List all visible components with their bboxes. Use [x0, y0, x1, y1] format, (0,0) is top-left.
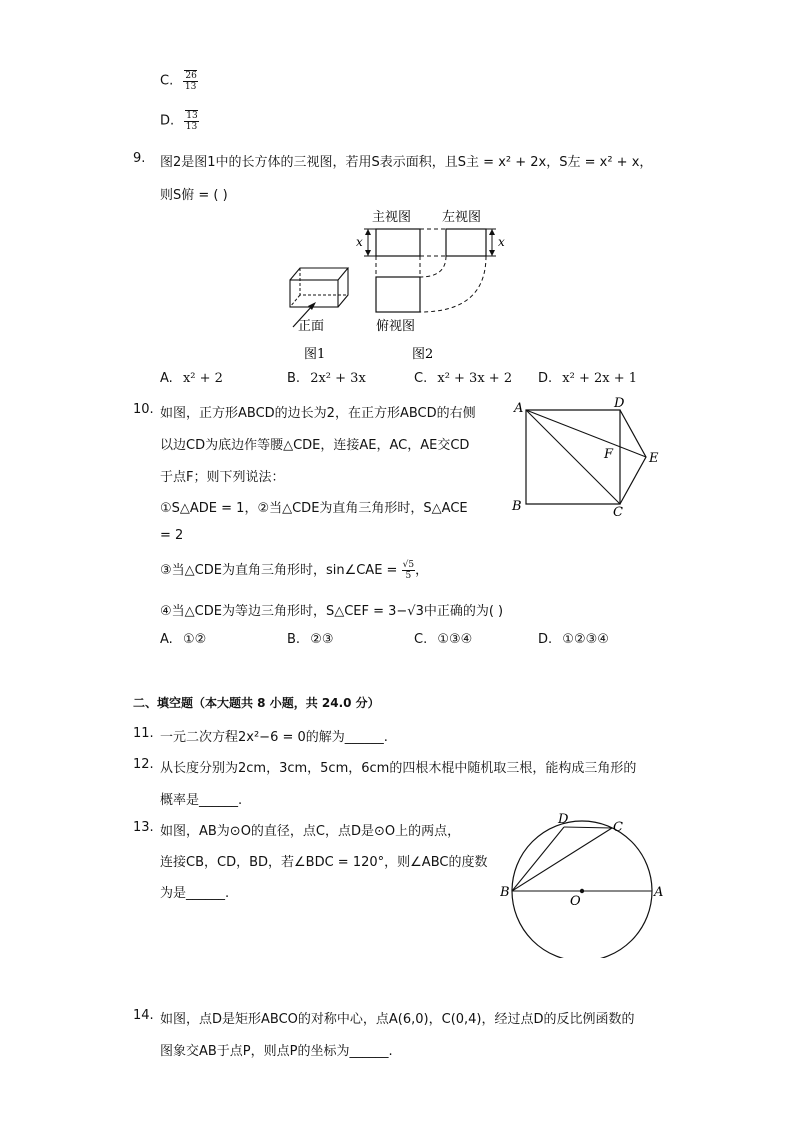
q13-label-d: D: [558, 812, 569, 827]
q10-label-d: D: [614, 396, 625, 411]
q8-option-c-denominator: 13: [184, 82, 197, 92]
q10-sin-fraction: $\frac{√5}{5}$: [402, 560, 415, 581]
q9-left-view-rect: [446, 229, 486, 256]
q9-top-view-label: 俯视图: [376, 319, 416, 334]
q8-option-c: [160, 70, 198, 92]
q8-option-d-denominator: 13: [185, 122, 198, 132]
q10-line4: ①S△ADE = 1，②当△CDE为直角三角形时，S△ACE: [160, 501, 468, 516]
q10-option-c: C. ①③④: [414, 632, 473, 647]
q10-option-a: A. ①②: [160, 632, 207, 647]
q9-number: 9.: [133, 151, 146, 166]
q9-top-view-rect: [376, 277, 420, 312]
q13-center-dot: [580, 889, 584, 893]
q13-label-c: C: [613, 820, 623, 835]
q9-option-b: B. 2x² + 3x: [287, 371, 366, 386]
q14-line2: 图象交AB于点P，则点P的坐标为______.: [160, 1044, 393, 1059]
q8-option-c-numerator: 26: [185, 71, 197, 81]
q9-main-view-rect: [376, 229, 420, 256]
q8-option-d-numerator: 13: [186, 111, 198, 121]
q9-front-label: 正面: [298, 319, 325, 334]
q14-number: 14.: [133, 1008, 154, 1023]
q10-label-c: C: [613, 505, 623, 520]
q12-number: 12.: [133, 757, 154, 772]
q10-line3: 于点F；则下列说法：: [160, 470, 285, 485]
q14-line1: 如图，点D是矩形ABCO的对称中心，点A(6,0)，C(0,4)，经过点D的反比例函数的: [160, 1012, 635, 1027]
q10-figure: [508, 396, 668, 521]
q13-line1: 如图，AB为⊙O的直径，点C，点D是⊙O上的两点，: [160, 824, 461, 839]
q10-label-a: A: [514, 401, 524, 416]
q12-line1: 从长度分别为2cm，3cm，5cm，6cm的四根木棍中随机取三根，能构成三角形的: [160, 761, 637, 776]
q13-line3: 为是______.: [160, 886, 230, 901]
section2-title: 二、填空题（本大题共 8 小题，共 24.0 分）: [133, 696, 380, 710]
q9-left-view-label: 左视图: [442, 210, 482, 225]
q13-figure: [500, 808, 670, 958]
q9-fig2-label: 图2: [412, 347, 434, 362]
q13-line2: 连接CB，CD，BD，若∠BDC = 120°，则∠ABC的度数: [160, 855, 488, 870]
q10-option-b: B. ②③: [287, 632, 334, 647]
q13-label-o: O: [570, 894, 581, 909]
q10-line7: ④当△CDE为等边三角形时，S△CEF = 3−√3中正确的为( ): [160, 604, 504, 619]
q10-option-d: D. ①②③④: [538, 632, 609, 647]
q11-text: 一元二次方程2x²−6 = 0的解为______.: [160, 730, 388, 745]
q10-line5: = 2: [160, 528, 184, 543]
q10-line-ae: [526, 410, 646, 457]
q13-label-b: B: [500, 885, 510, 900]
q8-option-d: [160, 110, 199, 132]
q13-chord-bc: [512, 828, 612, 891]
q10-label-b: B: [512, 499, 522, 514]
q13-number: 13.: [133, 820, 154, 835]
q10-line1: 如图，正方形ABCD的边长为2，在正方形ABCD的右侧: [160, 406, 476, 421]
q10-label-e: E: [649, 451, 659, 466]
q9-x-left: x: [356, 235, 363, 249]
q8-option-c-fraction: [183, 70, 197, 92]
q9-line2: 则S俯 = ( ): [160, 188, 228, 203]
q9-option-a: A. x² + 2: [160, 371, 223, 386]
q9-line1: 图2是图1中的长方体的三视图，若用S表示面积，且S主 = x² + 2x，S左 = x² + x，: [160, 155, 653, 170]
q10-number: 10.: [133, 402, 154, 417]
q9-option-d: D. x² + 2x + 1: [538, 371, 638, 386]
q8-option-c-label: C.: [160, 73, 174, 89]
q9-option-c: C. x² + 3x + 2: [414, 371, 513, 386]
q10-label-f: F: [604, 447, 614, 462]
q9-main-view-label: 主视图: [372, 210, 412, 225]
q13-label-a: A: [654, 885, 664, 900]
q8-option-d-label: D.: [160, 113, 175, 129]
q10-line6: ③当△CDE为直角三角形时，sin∠CAE = $\frac{√5}{5}$ ，: [160, 560, 429, 581]
q12-line2: 概率是______.: [160, 793, 243, 808]
q9-x-right: x: [498, 235, 505, 249]
q9-figure: [280, 205, 520, 365]
q10-line2: 以边CD为底边作等腰△CDE，连接AE，AC，AE交CD: [160, 438, 470, 453]
q13-chord-dc: [564, 827, 612, 828]
q9-cuboid: [290, 268, 348, 307]
q9-fig1-label: 图1: [304, 347, 326, 362]
q8-option-d-fraction: [184, 110, 198, 132]
q11-number: 11.: [133, 726, 154, 741]
q10-triangle-cde: [620, 410, 646, 504]
